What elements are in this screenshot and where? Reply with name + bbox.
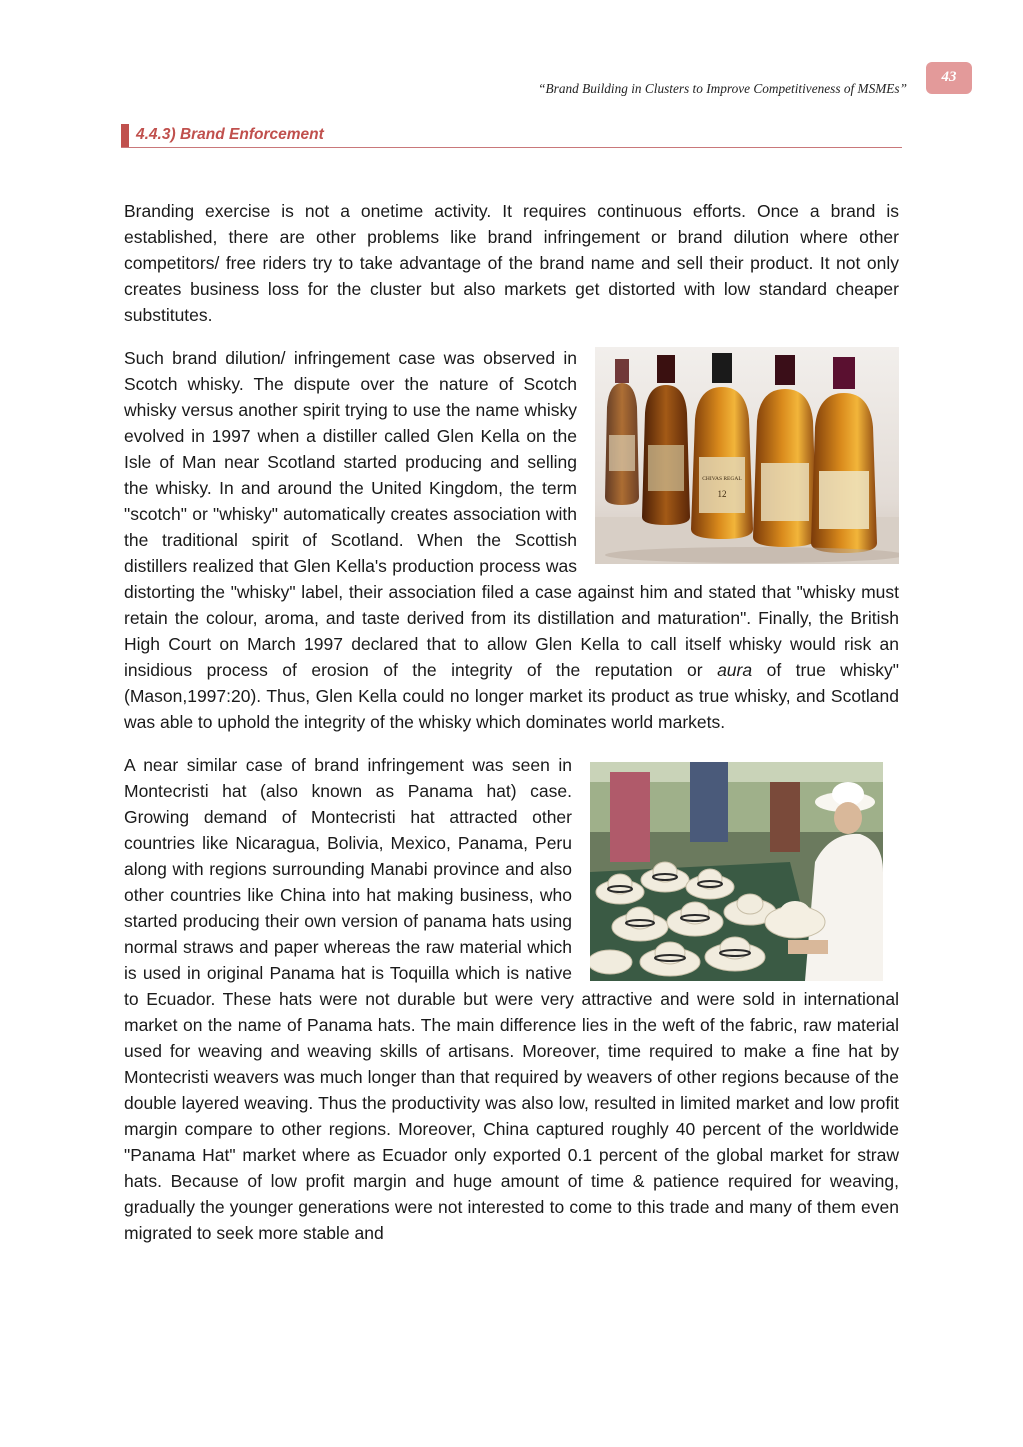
panama-hats-photo [590,762,883,981]
paragraph-panama-hat [124,752,899,1246]
section-accent-bar [121,124,129,147]
page-number: 43 [926,62,972,94]
whisky-bottles-photo [595,347,899,564]
paragraph-scotch-text-1: Such brand dilution/ infringement case was observed in Scotch whisky. The dispute over the nature of Scotch whisky versus another spirit trying to use the name whisky evolved in 1997 when a distiller called Glen Kella on the Isle of Man near Scotland started producing and selling the whisky. In and around the United Kingdom, the term "scotch" or "whisky" automatically creates association with the traditional spirit of Scotland. When the Scottish distillers realized that Glen Kella's production process was distorting the "whisky" label, their association filed a case against him and stated that "whisky must retain the colour, aroma, and taste derived from its distillation and maturation". Finally, the British High Court on March 1997 declared that to allow Glen Kella to call itself whisky would risk an insidious process of erosion of the integrity of the reputation or [124,348,899,680]
paragraph-scotch-italic: aura [717,660,753,680]
whisky-label-text: CHIVAS REGAL [702,476,742,482]
whisky-age-text: 12 [717,489,727,499]
paragraph-intro: Branding exercise is not a onetime activity. It requires continuous efforts. Once a brand is established, there are other problems like brand infringement or brand dilution where other competitors/ free riders try to take advantage of the brand name and sell their product. It not only creates business loss for the cluster but also markets get distorted with low standard cheaper substitutes. [124,201,899,325]
body-text [124,198,899,1263]
paragraph-scotch-text-2: of true whisky" (Mason,1997:20). Thus, Glen Kella could no longer market its product as true whisky, and Scotland was able to uphold the integrity of the whisky which dominates world markets. [124,660,900,732]
paragraph-scotch-whisky [124,345,899,735]
paragraph-panama-text: A near similar case of brand infringement was seen in Montecristi hat (also known as Panama hat) case. Growing demand of Montecristi hat attracted other countries like Nicaragua, Bolivia, Mexico, Panama, Peru along with regions surrounding Manabi province and also other countries like China into hat making business, who started producing their own version of panama hats using normal straws and paper whereas the raw material which is used in original Panama hat is Toquilla which is native to Ecuador. These hats were not durable but were very attractive and were sold in international market on the name of Panama hats. The main difference lies in the weft of the fabric, raw material used for weaving and weaving skills of artisans. Moreover, time required to make a fine hat by Montecristi weavers was much longer than that required by weavers of other regions because of the double layered weaving. Thus the productivity was also low, resulted in limited market and low profit margin compare to other regions. Moreover, China captured roughly 40 percent of the worldwide "Panama Hat" market where as Ecuador only exported 0.1 percent of the global market for straw hats. Because of low profit margin and huge amount of time & patience required for weaving, gradually the younger generations were not interested to come to this trade and many of them even migrated to seek more stable and [124,755,899,1243]
section-title: 4.4.3) Brand Enforcement [136,126,324,143]
running-header: “Brand Building in Clusters to Improve Competitiveness of MSMEs” [538,81,907,96]
section-heading [121,124,902,148]
